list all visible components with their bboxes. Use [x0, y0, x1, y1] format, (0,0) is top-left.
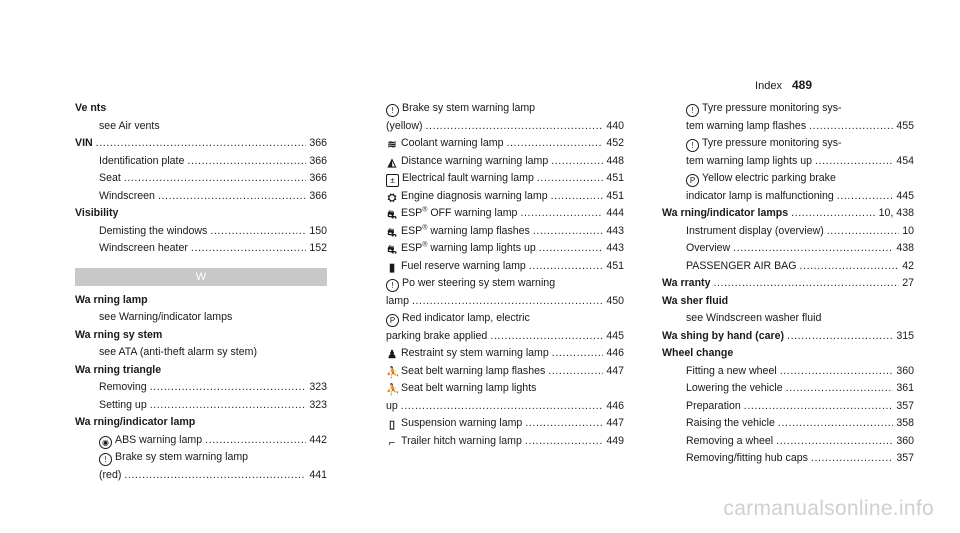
index-subentry: ! Brake sy stem warning lamp	[75, 449, 327, 467]
index-subentry: Fitting a new wheel ..... 360	[662, 363, 914, 381]
index-subentry: ◉ ABS warning lamp ..... 442	[75, 432, 327, 450]
index-subentry: ! Brake sy stem warning lamp	[386, 100, 624, 118]
index-subentry: Identification plate ..... 366	[75, 153, 327, 171]
see-reference: see Warning/indicator lamps	[99, 311, 233, 323]
tyre-pressure-icon: !	[686, 104, 699, 117]
index-subentry: Removing a wheel ..... 360	[662, 433, 914, 451]
index-subentry-cont: indicator lamp is malfunctioning ..... 445	[662, 188, 914, 206]
esp-off-icon: ⛐	[387, 209, 397, 221]
index-subentry: Seat ..... 366	[75, 170, 327, 188]
airbag-icon: ♟	[387, 349, 397, 361]
tyre-pressure-icon: !	[686, 139, 699, 152]
index-subentry: Demisting the windows ..... 150	[75, 223, 327, 241]
index-subentry: Lowering the vehicle ..... 361	[662, 380, 914, 398]
entry-heading: Wa rning lamp	[75, 293, 148, 306]
index-subentry-cont: parking brake applied ..... 445	[386, 328, 624, 346]
index-subentry-cont: lamp ..... 450	[386, 293, 624, 311]
index-subentry: Overview ..... 438	[662, 240, 914, 258]
parking-brake-icon: P	[386, 314, 399, 327]
index-subentry: ⌐ Trailer hitch warning lamp ..... 449	[386, 433, 624, 451]
index-subentry: Removing/fitting hub caps ..... 357	[662, 450, 914, 468]
brake-warning-icon: !	[386, 104, 399, 117]
index-entry: Wa rning/indicator lamps ..... 10, 438	[662, 205, 914, 223]
suspension-icon: ▯	[388, 419, 396, 431]
index-subentry: Windscreen heater ..... 152	[75, 240, 327, 258]
engine-icon: ⛭	[387, 191, 397, 204]
index-subentry: ! Po wer steering sy stem warning	[386, 275, 624, 293]
index-subentry: ◭ Distance warning warning lamp ..... 448	[386, 153, 624, 171]
index-subentry: ⛹Seat belt warning lamp flashes ..... 447	[386, 363, 624, 381]
index-subentry-cont: tem warning lamp flashes ..... 455	[662, 118, 914, 136]
index-subentry: ! Tyre pressure monitoring sys-	[662, 100, 914, 118]
index-subentry: P Yellow electric parking brake	[662, 170, 914, 188]
index-subentry: Setting up ..... 323	[75, 397, 327, 415]
index-subentry: ▮ Fuel reserve warning lamp ..... 451	[386, 258, 624, 276]
index-subentry: ± Electrical fault warning lamp ..... 451	[386, 170, 624, 188]
index-subentry: ⛭ Engine diagnosis warning lamp ..... 451	[386, 188, 624, 206]
abs-icon: ◉	[99, 436, 112, 449]
index-column-2	[386, 100, 624, 450]
index-subentry: ⛐ ESP® OFF warning lamp ..... 444	[386, 205, 624, 223]
seatbelt-icon: ⛹	[386, 384, 400, 396]
index-subentry: P Red indicator lamp, electric	[386, 310, 624, 328]
watermark: carmanualsonline.info	[723, 497, 934, 520]
brake-warning-icon: !	[99, 453, 112, 466]
trailer-hitch-icon: ⌐	[388, 436, 396, 449]
coolant-icon: ≋	[387, 139, 397, 151]
distance-warning-icon: ◭	[387, 156, 397, 169]
entry-heading: Wa rning triangle	[75, 363, 162, 376]
index-subentry: Removing ..... 323	[75, 379, 327, 397]
index-entry: Wa shing by hand (care) ..... 315	[662, 328, 914, 346]
see-reference: see Windscreen washer fluid	[686, 312, 822, 324]
see-reference: see Air vents	[99, 119, 160, 132]
index-subentry: ≋ Coolant warning lamp ..... 452	[386, 135, 624, 153]
index-subentry: ⛐ ESP® warning lamp flashes ..... 443	[386, 223, 624, 241]
page-number: 489	[791, 78, 812, 92]
index-subentry: ⛹Seat belt warning lamp lights	[386, 382, 537, 396]
index-column-3	[662, 100, 914, 468]
esp-icon: ⛐	[387, 244, 397, 256]
steering-icon: !	[386, 279, 399, 292]
index-subentry: Raising the vehicle ..... 358	[662, 415, 914, 433]
index-subentry: Preparation ..... 357	[662, 398, 914, 416]
seatbelt-icon: ⛹	[386, 366, 400, 379]
index-subentry-cont: (red) ..... 441	[75, 467, 327, 485]
page-header	[755, 78, 812, 92]
fuel-icon: ▮	[388, 261, 396, 274]
entry-heading: Visibility	[75, 207, 119, 219]
index-entry: Wa rranty ..... 27	[662, 275, 914, 293]
index-subentry-cont: tem warning lamp lights up ..... 454	[662, 153, 914, 171]
entry-heading: Wa rning/indicator lamp	[75, 416, 196, 428]
index-subentry: Windscreen ..... 366	[75, 188, 327, 206]
index-subentry: ▯ Suspension warning lamp ..... 447	[386, 415, 624, 433]
entry-heading: Ve nts	[75, 102, 107, 114]
entry-heading: Wa sher fluid	[662, 294, 729, 307]
esp-icon: ⛐	[387, 226, 397, 239]
entry-heading: Wheel change	[662, 347, 734, 359]
section-letter-w: W	[75, 268, 327, 286]
index-column-1	[75, 100, 327, 484]
index-subentry-cont: (yellow) ..... 440	[386, 118, 624, 136]
index-subentry: PASSENGER AIR BAG ..... 42	[662, 258, 914, 276]
see-reference: see ATA (anti-theft alarm sy stem)	[99, 346, 257, 358]
parking-brake-icon: P	[686, 174, 699, 187]
index-entry: VIN ..... 366	[75, 135, 327, 153]
index-subentry: ⛐ ESP® warning lamp lights up ..... 443	[386, 240, 624, 258]
index-subentry-cont: up ..... 446	[386, 398, 624, 416]
battery-icon: ±	[386, 174, 399, 187]
index-subentry: ♟ Restraint sy stem warning lamp ..... 446	[386, 345, 624, 363]
index-subentry: Instrument display (overview) ..... 10	[662, 223, 914, 241]
entry-heading: Wa rning sy stem	[75, 328, 163, 341]
index-subentry: ! Tyre pressure monitoring sys-	[662, 135, 914, 153]
section-name: Index	[755, 80, 782, 92]
